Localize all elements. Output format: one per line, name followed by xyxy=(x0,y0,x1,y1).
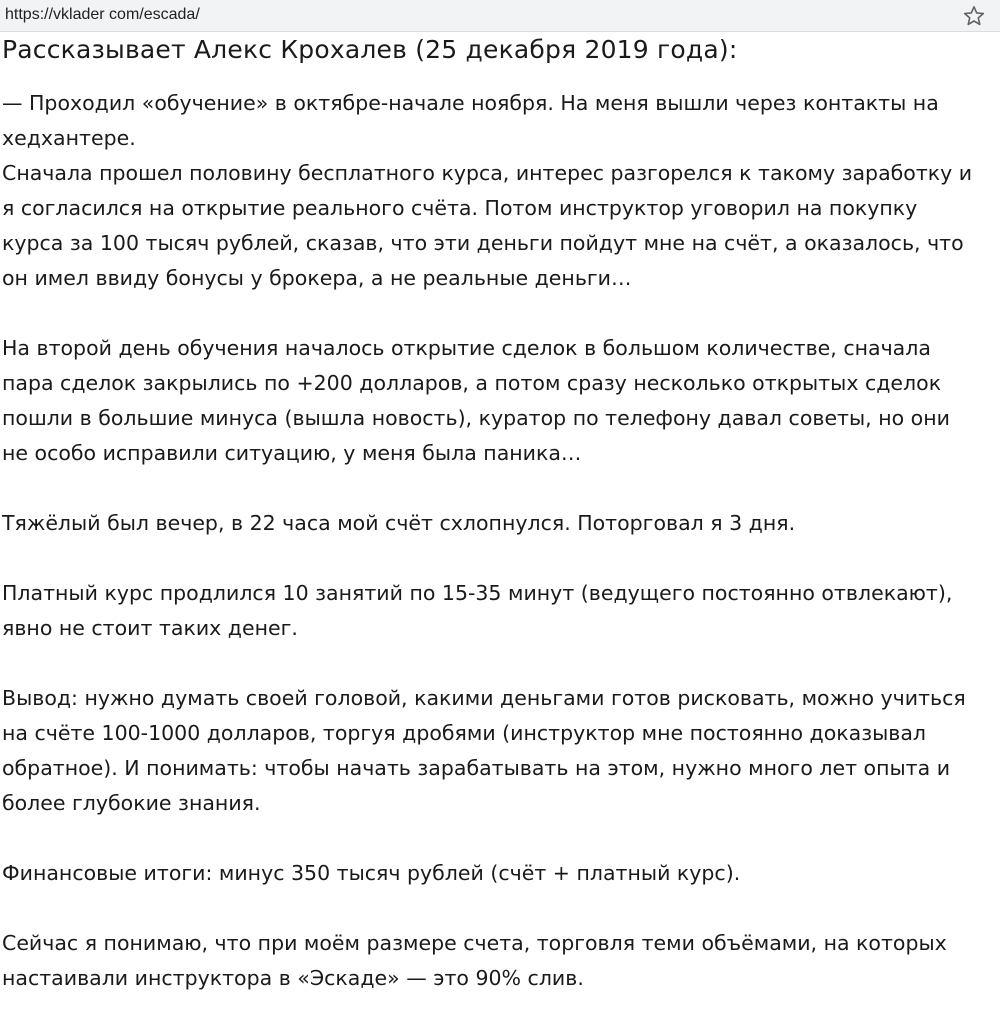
paragraph xyxy=(2,681,998,821)
paragraph xyxy=(2,86,998,296)
text-line: Вывод: нужно думать своей головой, какими деньгами готов рисковать, можно учиться xyxy=(2,686,966,710)
paragraph xyxy=(2,506,998,541)
text-line: я согласился на открытие реального счёта. Потом инструктор уговорил на покупку xyxy=(2,196,918,220)
paragraph xyxy=(2,926,998,996)
text-line: явно не стоит таких денег. xyxy=(2,616,298,640)
text-line: обратное). И понимать: чтобы начать зарабатывать на этом, нужно много лет опыта и xyxy=(2,756,951,780)
paragraph xyxy=(2,331,998,471)
text-line: пошли в большие минуса (вышла новость), куратор по телефону давал советы, но они xyxy=(2,406,950,430)
text-line: Тяжёлый был вечер, в 22 часа мой счёт схлопнулся. Поторговал я 3 дня. xyxy=(2,511,796,535)
text-line: курса за 100 тысяч рублей, сказав, что эти деньги пойдут мне на счёт, а оказалось, что xyxy=(2,231,964,255)
address-bar[interactable] xyxy=(0,0,1000,32)
paragraph xyxy=(2,576,998,646)
text-line: На второй день обучения началось открытие сделок в большом количестве, сначала xyxy=(2,336,931,360)
star-outline-icon[interactable] xyxy=(962,4,986,28)
text-line: он имел ввиду бонусы у брокера, а не реальные деньги… xyxy=(2,266,632,290)
text-line: настаивали инструктора в «Эскаде» — это 90% слив. xyxy=(2,966,584,990)
text-line: Финансовые итоги: минус 350 тысяч рублей (счёт + платный курс). xyxy=(2,861,741,885)
text-line: Платный курс продлился 10 занятий по 15-35 минут (ведущего постоянно отвлекают), xyxy=(2,581,953,605)
text-line: хедхантере. xyxy=(2,126,136,150)
text-line: — Проходил «обучение» в октябре-начале ноября. На меня вышли через контакты на xyxy=(2,91,939,115)
text-line: более глубокие знания. xyxy=(2,791,261,815)
text-line: не особо исправили ситуацию, у меня была паника… xyxy=(2,441,582,465)
paragraph xyxy=(2,856,998,891)
article-body xyxy=(2,86,998,1031)
text-line: Сейчас я понимаю, что при моём размере счета, торговля теми объёмами, на которых xyxy=(2,931,947,955)
text-line: на счёте 100-1000 долларов, торгуя дробями (инструктор мне постоянно доказывал xyxy=(2,721,927,745)
text-line: пара сделок закрылись по +200 долларов, а потом сразу несколько открытых сделок xyxy=(2,371,942,395)
url-text[interactable]: https://vklader com/escada/ xyxy=(5,6,200,23)
text-line: Сначала прошел половину бесплатного курса, интерес разгорелся к такому заработку и xyxy=(2,161,973,185)
article-heading: Рассказывает Алекс Крохалев (25 декабря 2019 года): xyxy=(2,35,738,64)
